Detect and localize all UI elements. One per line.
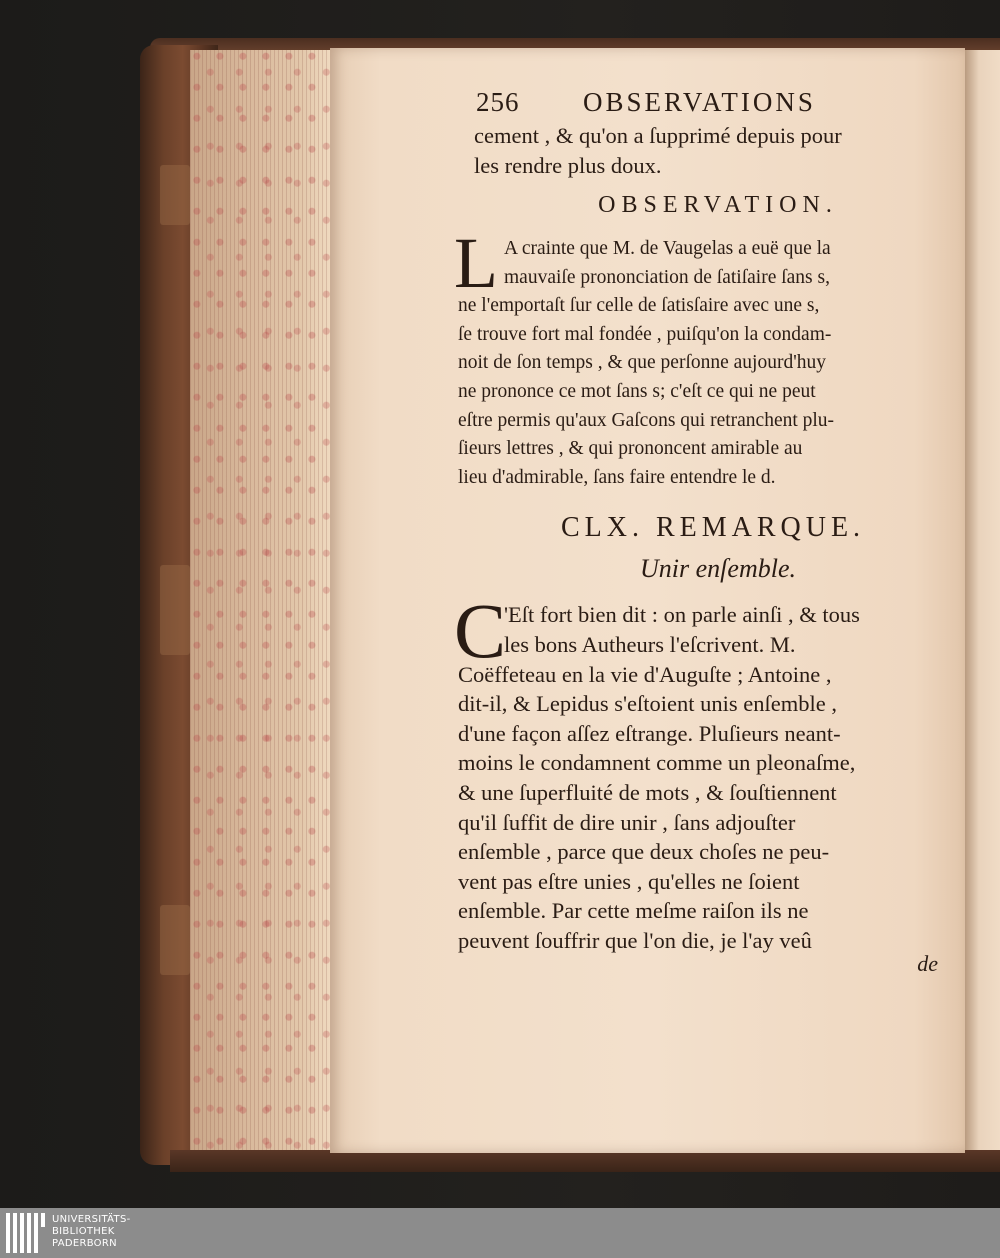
spine-wear [160,165,190,225]
text-line: dit-il, & Lepidus s'eſtoient unis enſemble , [458,691,837,717]
drop-cap: C [454,587,507,675]
library-name-line: BIBLIOTHEK [52,1226,115,1237]
page-text [454,85,938,977]
page-number: 256 [476,87,520,117]
library-footer [0,1208,1000,1258]
text-line: les bons Autheurs l'eſcrivent. M. [504,631,796,657]
facing-page-edge [965,50,1000,1150]
text-line: eſtre permis qu'aux Gaſcons qui retranchent plu- [458,409,835,431]
remarque-heading: CLX. REMARQUE. [560,512,866,544]
text-line: 'Eſt fort bien dit : on parle ainſi , & tous [504,602,860,628]
spine-wear [160,565,190,655]
library-logo-icon [6,1213,46,1253]
text-line: qu'il ſuffit de dire unir , ſans adjouſter [458,809,796,835]
text-line: moins le condamnent comme un pleonaſme, [458,750,856,776]
text-line: les rendre plus doux. [474,152,662,178]
book-cover-bottom [170,1150,1000,1172]
observation-paragraph [454,223,938,492]
text-line: peuvent ſouffrir que l'on die, je l'ay veû [458,927,812,953]
text-line: Coëffeteau en la vie d'Auguſte ; Antoine , [458,661,832,687]
text-line: mauvaiſe prononciation de ſatiſaire ſans s, [504,266,830,288]
text-line: ne prononce ce mot ſans s; c'eſt ce qui ne peut [458,380,816,402]
observation-heading: OBSERVATION. [598,192,838,218]
remarque-subtitle: Unir enſemble. [640,554,796,584]
text-line: enſemble , parce que deux choſes ne peu- [458,839,830,865]
text-line: ſieurs lettres , & qui prononcent amirable au [458,438,803,460]
catchword: de [917,951,938,977]
running-head [458,85,938,121]
text-line: & une ſuperfluité de mots , & ſouſtiennent [458,779,837,805]
running-title: OBSERVATIONS [583,87,816,117]
library-name-line: UNIVERSITÄTS- [52,1214,131,1225]
text-line: lieu d'admirable, ſans faire entendre le d. [458,466,776,488]
text-line: cement , & qu'on a ſupprimé depuis pour [474,123,842,148]
text-line: vent pas eſtre unies , qu'elles ne ſoient [458,868,800,894]
text-line: d'une façon aſſez eſtrange. Pluſieurs neant- [458,720,841,746]
page-block-edge [190,50,330,1152]
text-line: A crainte que M. de Vaugelas a euë que la [504,238,831,259]
text-line: ne l'emportaſt ſur celle de ſatisſaire avec une s, [458,295,820,317]
library-name [52,1214,131,1250]
library-name-line: PADERBORN [52,1238,117,1249]
text-line: enſemble. Par cette meſme raiſon ils ne [458,898,809,924]
remarque-paragraph [454,587,938,977]
text-line: ſe trouve fort mal fondée , puiſqu'on la condam- [458,323,832,345]
text-line: noit de ſon temps , & que perſonne aujourd'huy [458,352,826,374]
drop-cap: L [454,223,498,303]
spine-wear [160,905,190,975]
